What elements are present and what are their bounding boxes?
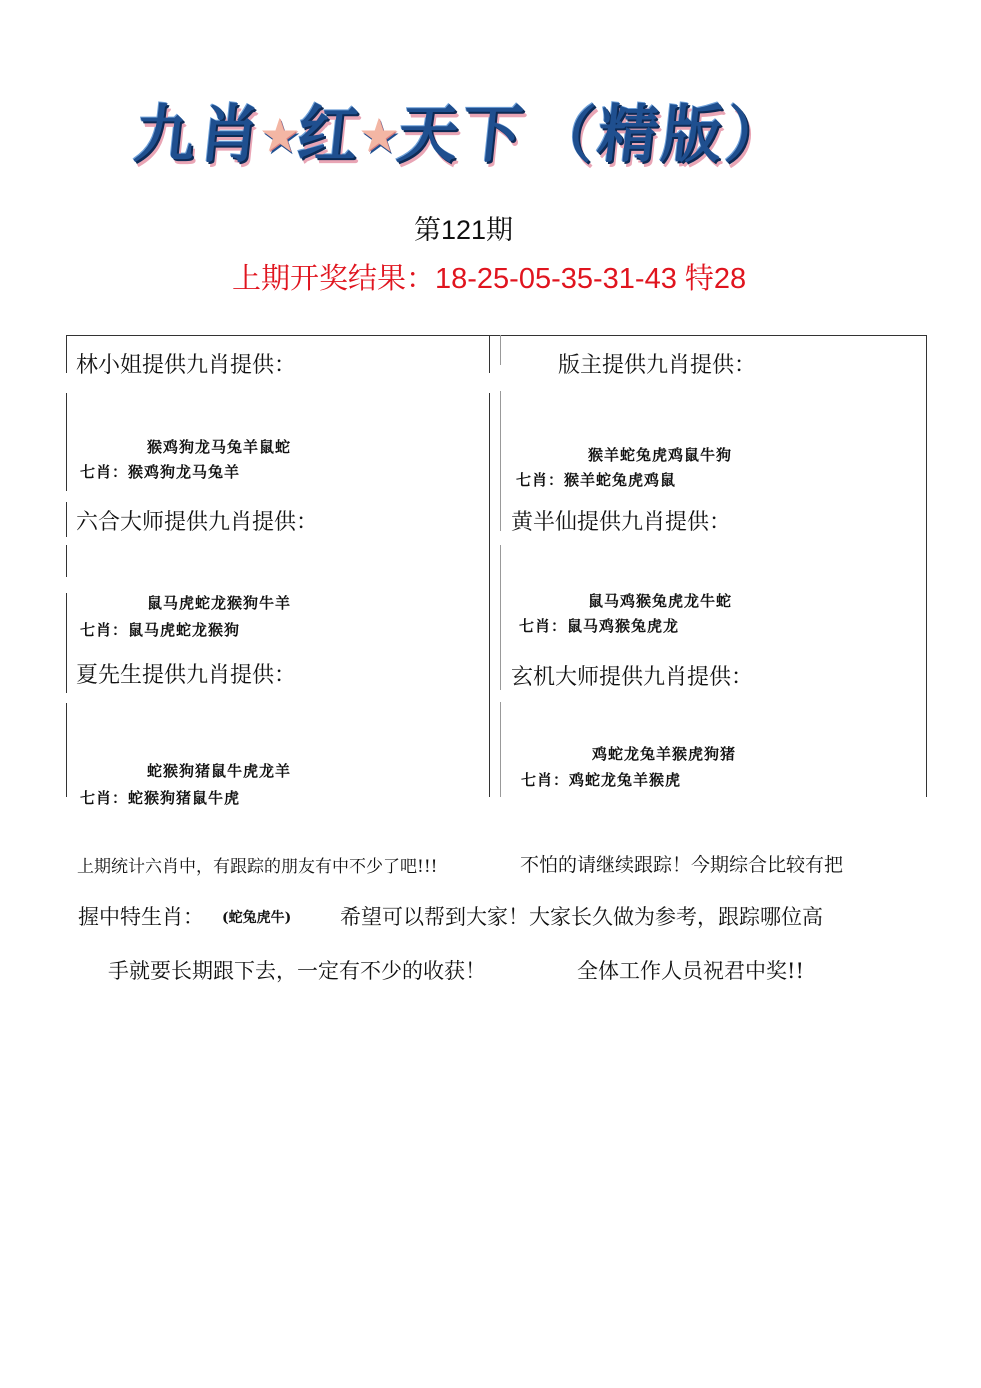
frame-left-border [66,703,67,797]
banner-char: 红 [294,98,363,172]
banner-char: 精 [593,98,662,172]
seven-zodiac-list: 七肖：鼠马鸡猴兔虎龙 [519,617,680,635]
footer-line-2b: 希望可以帮到大家！大家长久做为参考，跟踪哪位高 [340,905,823,929]
banner-char: 天 [393,98,462,172]
frame-middle-divider [489,393,490,797]
footer-line-3a: 手就要长期跟下去，一定有不少的收获！ [108,959,486,983]
panel-title: 夏先生提供九肖提供： [76,663,297,688]
panel-title: 林小姐提供九肖提供： [76,353,297,378]
frame-left-border [66,545,67,577]
issue-number: 第121期 [414,215,514,245]
frame-middle-divider [489,335,490,373]
banner-char: 九 [131,98,199,172]
seven-zodiac-list: 七肖：蛇猴狗猪鼠牛虎 [80,789,241,807]
frame-middle-divider [500,545,501,690]
nine-zodiac-list: 蛇猴狗猪鼠牛虎龙羊 [147,762,292,780]
seven-zodiac-list: 七肖：猴鸡狗龙马兔羊 [80,463,241,481]
banner-title [131,95,865,175]
nine-zodiac-list: 鼠马鸡猴兔虎龙牛蛇 [588,592,733,610]
frame-top-border [66,335,926,336]
nine-zodiac-list: 猴鸡狗龙马兔羊鼠蛇 [147,438,292,456]
frame-left-border [66,335,67,373]
last-draw-result: 上期开奖结果：18-25-05-35-31-43 特28 [232,263,747,295]
frame-left-border [66,593,67,693]
footer-line-2a: 握中特生肖： [78,905,204,929]
seven-zodiac-list: 七肖：鸡蛇龙兔羊猴虎 [521,771,682,789]
footer-line-3b: 全体工作人员祝君中奖!! [577,959,804,983]
nine-zodiac-list: 鼠马虎蛇龙猴狗牛羊 [147,594,292,612]
nine-zodiac-list: 鸡蛇龙兔羊猴虎狗猪 [592,745,737,763]
frame-middle-divider [500,702,501,797]
frame-right-border [926,335,927,797]
panel-title: 黄半仙提供九肖提供： [511,510,732,535]
banner-char: 版 [657,98,726,172]
star-icon: ★ [358,108,400,162]
nine-zodiac-list: 猴羊蛇兔虎鸡鼠牛狗 [588,446,733,464]
banner-char: 肖 [195,98,263,172]
frame-middle-divider [500,391,501,531]
seven-zodiac-list: 七肖：鼠马虎蛇龙猴狗 [80,621,241,639]
banner-char: （ [531,99,598,171]
predictions-frame [66,335,926,797]
panel-title: 版主提供九肖提供： [558,353,757,378]
frame-left-border [66,502,67,537]
footer-line-1b: 不怕的请继续跟踪！今期综合比较有把 [520,854,844,876]
panel-title: 玄机大师提供九肖提供： [511,665,754,690]
banner-char: ） [721,99,788,171]
footer-line-1a: 上期统计六肖中，有跟踪的朋友有中不少了吧!!! [77,857,438,877]
frame-left-border [66,393,67,491]
special-zodiac-pick: (蛇兔虎牛) [222,910,292,926]
frame-middle-divider [500,335,501,365]
banner-char: 下 [457,98,526,172]
star-icon: ★ [259,108,301,162]
panel-title: 六合大师提供九肖提供： [76,510,319,535]
seven-zodiac-list: 七肖：猴羊蛇兔虎鸡鼠 [516,471,677,489]
